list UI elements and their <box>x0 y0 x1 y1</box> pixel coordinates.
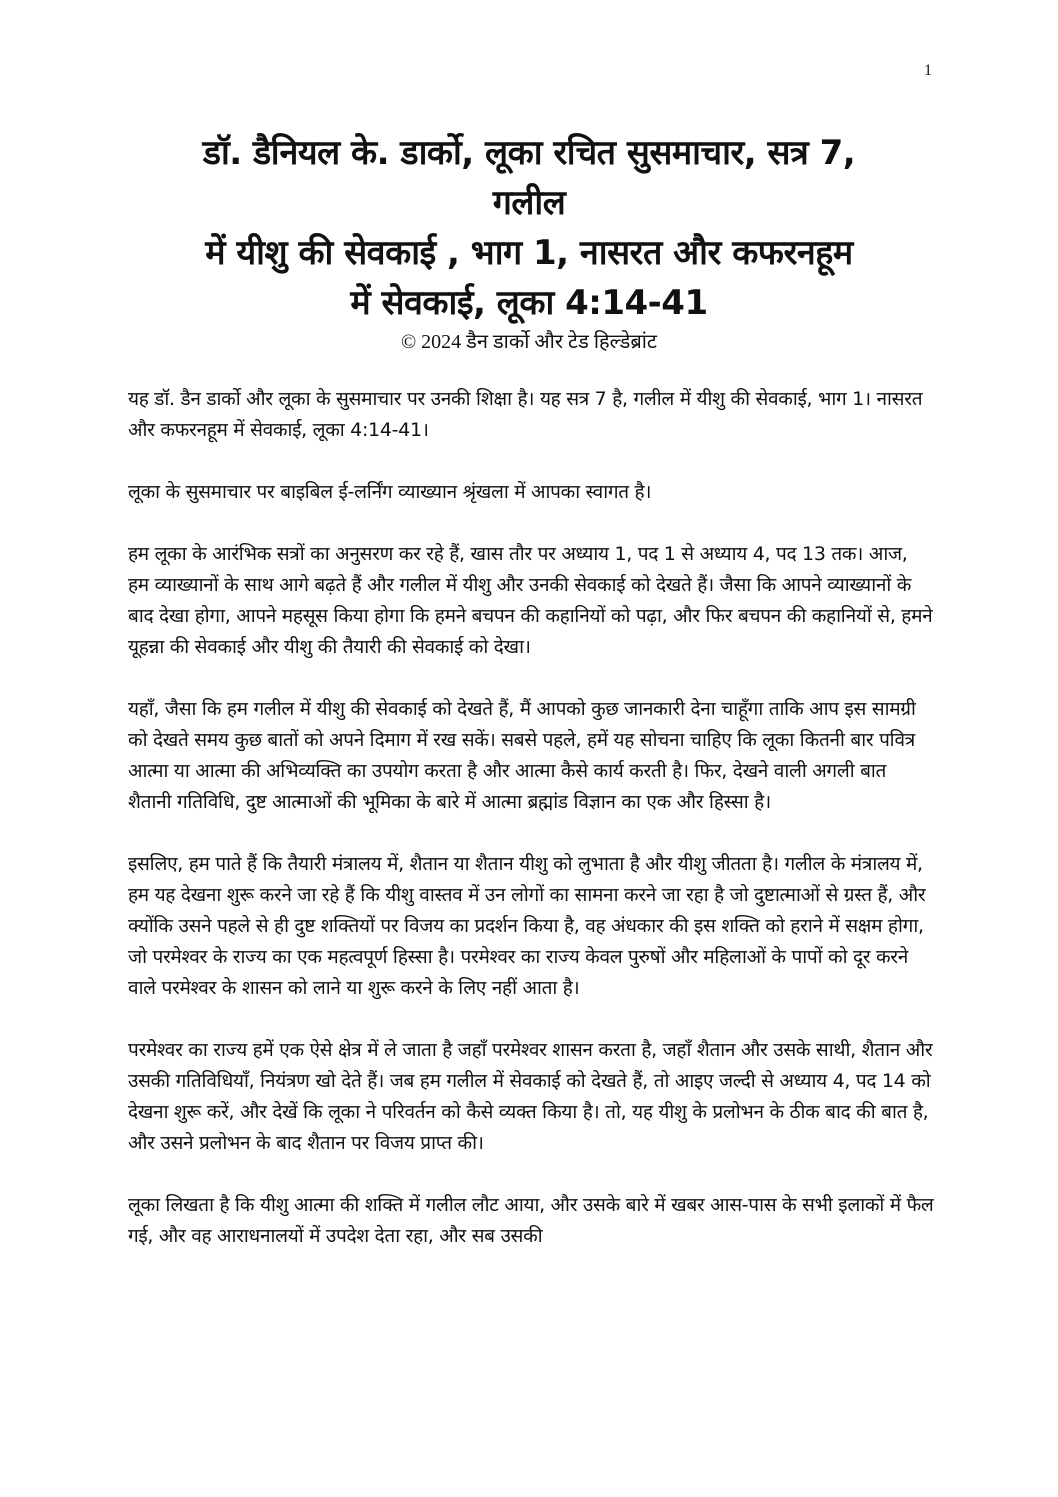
paragraph: लूका के सुसमाचार पर बाइबिल ई-लर्निंग व्याख्यान श्रृंखला में आपका स्वागत है। <box>128 481 652 503</box>
paragraph: परमेश्वर का राज्य हमें एक ऐसे क्षेत्र में ले जाता है जहाँ परमेश्वर शासन करता है, जहाँ शैतान और उसके साथी, शैतान और उसकी गतिविधियाँ, नियंत्रण खो देते हैं। जब हम गलील में सेवकाई को देखते हैं, तो आइए जल्दी से अध्याय 4, पद 14 को देखना शुरू करें, और देखें कि लूका ने परिवर्तन को कैसे व्यक्त किया है। तो, यह यीशु के प्रलोभन के ठीक बाद की बात है, और उसने प्रलोभन के बाद शैतान पर विजय प्राप्त की। <box>128 1039 933 1154</box>
page-number: 1 <box>924 62 932 79</box>
paragraph: लूका लिखता है कि यीशु आत्मा की शक्ति में गलील लौट आया, और उसके बारे में खबर आस-पास के सभी इलाकों में फैल गई, और वह आराधनालयों में उपदेश देता रहा, और सब उसकी <box>128 1194 934 1247</box>
title-line-2: गलील <box>492 183 566 223</box>
title-line-1: डॉ. डैनियल के. डार्को, लूका रचित सुसमाचार, सत्र 7, <box>202 133 856 173</box>
paragraph: इसलिए, हम पाते हैं कि तैयारी मंत्रालय में, शैतान या शैतान यीशु को लुभाता है और यीशु जीतता है। गलील के मंत्रालय में, हम यह देखना शुरू करने जा रहे हैं कि यीशु वास्तव में उन लोगों का सामना करने जा रहा है जो दुष्टात्माओं से ग्रस्त हैं, और क्योंकि उसने पहले से ही दुष्ट शक्तियों पर विजय का प्रदर्शन किया है, वह अंधकार की इस शक्ति को हराने में सक्षम होगा, जो परमेश्वर के राज्य का एक महत्वपूर्ण हिस्सा है। परमेश्वर का राज्य केवल पुरुषों और महिलाओं के पापों को दूर करने वाले परमेश्वर के शासन को लाने या शुरू करने के लिए नहीं आता है। <box>128 853 926 999</box>
document-title <box>100 128 958 356</box>
copyright-notice: © 2024 डैन डार्को और टेड हिल्डेब्रांट <box>400 331 657 353</box>
title-line-3: में यीशु की सेवकाई , भाग 1, नासरत और कफरनहूम <box>205 233 853 273</box>
title-line-4: में सेवकाई, लूका 4:14-41 <box>350 283 708 323</box>
document-body <box>128 384 934 1283</box>
paragraph: यह डॉ. डैन डार्को और लूका के सुसमाचार पर उनकी शिक्षा है। यह सत्र 7 है, गलील में यीशु की सेवकाई, भाग 1। नासरत और कफरनहूम में सेवकाई, लूका 4:14-41। <box>128 388 923 441</box>
paragraph: हम लूका के आरंभिक सत्रों का अनुसरण कर रहे हैं, खास तौर पर अध्याय 1, पद 1 से अध्याय 4, पद 13 तक। आज, हम व्याख्यानों के साथ आगे बढ़ते हैं और गलील में यीशु और उनकी सेवकाई को देखते हैं। जैसा कि आपने व्याख्यानों के बाद देखा होगा, आपने महसूस किया होगा कि हमने बचपन की कहानियों को पढ़ा, और फिर बचपन की कहानियों से, हमने यूहन्ना की सेवकाई और यीशु की तैयारी की सेवकाई को देखा। <box>128 543 933 658</box>
paragraph: यहाँ, जैसा कि हम गलील में यीशु की सेवकाई को देखते हैं, मैं आपको कुछ जानकारी देना चाहूँगा ताकि आप इस सामग्री को देखते समय कुछ बातों को अपने दिमाग में रख सकें। सबसे पहले, हमें यह सोचना चाहिए कि लूका कितनी बार पवित्र आत्मा या आत्मा की अभिव्यक्ति का उपयोग करता है और आत्मा कैसे कार्य करती है। फिर, देखने वाली अगली बात शैतानी गतिविधि, दुष्ट आत्माओं की भूमिका के बारे में आत्मा ब्रह्मांड विज्ञान का एक और हिस्सा है। <box>128 698 916 813</box>
